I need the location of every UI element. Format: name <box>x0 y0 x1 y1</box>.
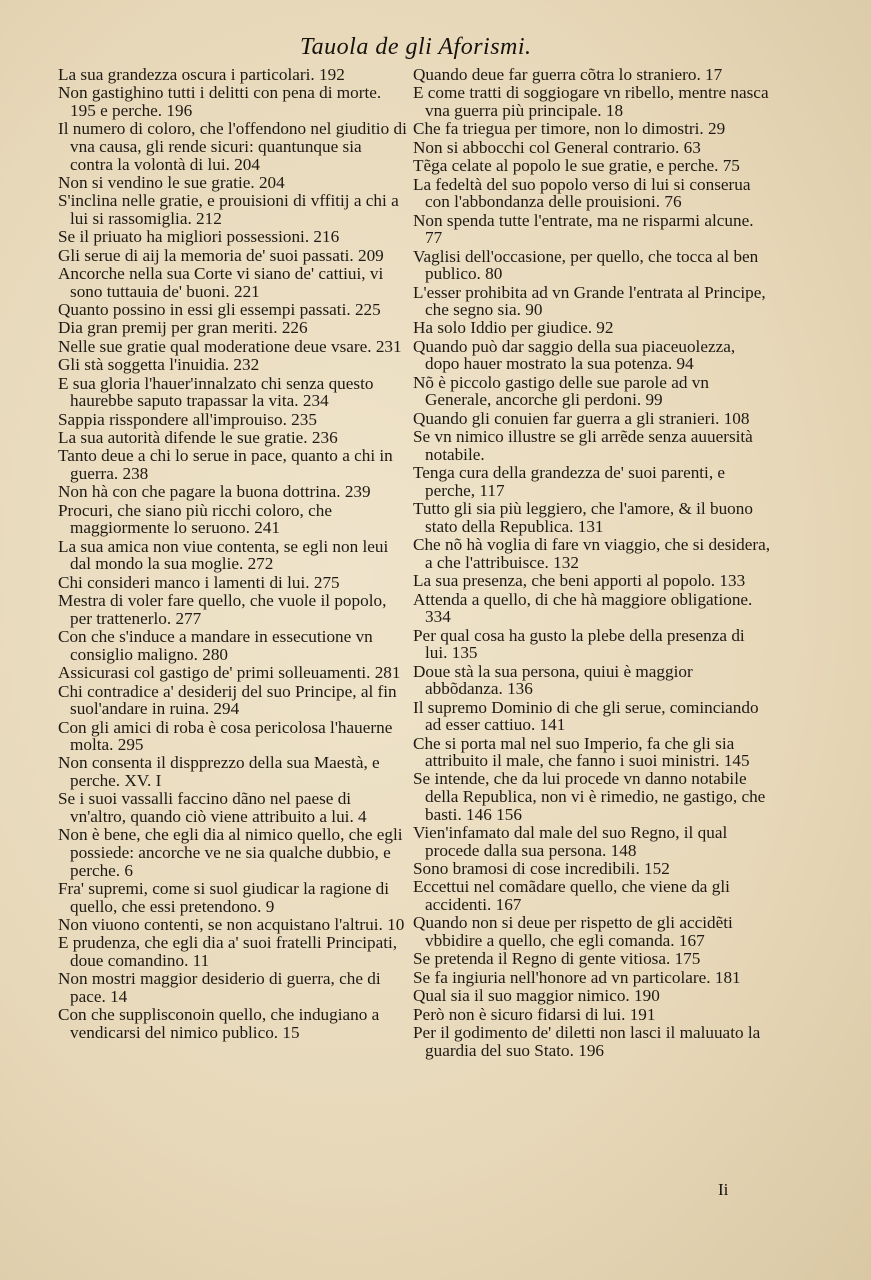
index-entry: Se pretenda il Regno di gente vitiosa. 175 <box>413 949 701 969</box>
index-entry: Per qual cosa ha gusto la plebe della presenza di lui. 135 <box>413 625 745 663</box>
index-entry: Nelle sue gratie qual moderatione deue vsare. 231 <box>58 336 402 356</box>
index-entry: E sua gloria l'hauer'innalzato chi senza questo haurebbe saputo trapassar la vita. 234 <box>58 373 374 411</box>
index-entry: Che fa triegua per timore, non lo dimostri. 29 <box>413 119 726 139</box>
index-entry: Tutto gli sia più leggiero, che l'amore, & il buono stato della Republica. 131 <box>413 499 753 536</box>
index-entry: Sono bramosi di cose incredibili. 152 <box>413 859 670 879</box>
index-entry: Se intende, che da lui procede vn danno notabile della Republica, non vi è rimedio, ne gastigo, che basti. 146 156 <box>413 769 766 824</box>
index-entry: Quando può dar saggio della sua piaceuolezza, dopo hauer mostrato la sua potenza. 94 <box>413 336 736 374</box>
index-entry: Non gastighino tutti i delitti con pena di morte. 195 e perche. 196 <box>58 83 382 120</box>
index-entry: Non è bene, che egli dia al nimico quello, che egli possiede: ancorche ve ne sia qualche dubbio, e perche. 6 <box>58 825 403 880</box>
index-entry: Se il priuato ha migliori possessioni. 216 <box>58 227 340 247</box>
index-entry: Quando deue far guerra cõtra lo straniero. 17 <box>413 65 723 84</box>
index-entry: Ancorche nella sua Corte vi siano de' cattiui, vi sono tuttauia de' buoni. 221 <box>58 264 384 301</box>
index-entry: Procuri, che siano più ricchi coloro, che maggiormente lo seruono. 241 <box>58 500 332 538</box>
index-entry: La sua presenza, che beni apporti al popolo. 133 <box>413 571 746 591</box>
index-entry: Non si abbocchi col General contrario. 63 <box>413 137 701 157</box>
index-entry: Gli stà soggetta l'inuidia. 232 <box>58 355 260 375</box>
index-entry: Però non è sicuro fidarsi di lui. 191 <box>413 1004 656 1024</box>
index-entry: L'esser prohibita ad vn Grande l'entrata al Principe, che segno sia. 90 <box>413 282 766 320</box>
index-entry: Se vn nimico illustre se gli arrẽde senza auuersità notabile. <box>413 427 753 464</box>
index-entry: Chi contradice a' desiderij del suo Principe, al fin suol'andare in ruina. 294 <box>58 681 397 719</box>
index-entry: Non si vendino le sue gratie. 204 <box>58 172 285 192</box>
index-entry: Per il godimento de' diletti non lasci il maluuato la guardia del suo Stato. 196 <box>413 1022 761 1060</box>
index-entry: E prudenza, che egli dia a' suoi fratelli Principati, doue comandino. 11 <box>58 933 398 970</box>
index-entry: Tenga cura della grandezza de' suoi parenti, e perche, 117 <box>413 463 726 500</box>
index-entry: S'inclina nelle gratie, e prouisioni di vffitij a chi a lui si rassomiglia. 212 <box>58 191 399 228</box>
index-entry: Non consenta il dispprezzo della sua Maestà, e perche. XV. I <box>58 753 380 791</box>
index-entry: Il numero di coloro, che l'offendono nel giuditio di vna causa, gli rende sicuri: quantunque sia contra la volontà di lui. 204 <box>58 119 407 174</box>
index-entry: Tẽga celate al popolo le sue gratie, e perche. 75 <box>413 156 740 176</box>
index-entry: Vaglisi dell'occasione, per quello, che tocca al ben publico. 80 <box>413 246 759 284</box>
index-entry: Non mostri maggior desiderio di guerra, che di pace. 14 <box>58 969 381 1006</box>
index-entry: Non spenda tutte l'entrate, ma ne risparmi alcune. 77 <box>413 210 754 248</box>
index-entry: Doue stà la sua persona, quiui è maggior abbõdanza. 136 <box>413 661 693 699</box>
index-entry: Qual sia il suo maggior nimico. 190 <box>413 986 660 1006</box>
index-entry: Tanto deue a chi lo serue in pace, quanto a chi in guerra. 238 <box>58 446 393 484</box>
index-entry: La sua amica non viue contenta, se egli non leui dal mondo la sua moglie. 272 <box>58 536 389 574</box>
index-entry: Nõ è piccolo gastigo delle sue parole ad vn Generale, ancorche gli perdoni. 99 <box>413 372 709 410</box>
right-column <box>413 66 771 1060</box>
index-entry: Non hà con che pagare la buona dottrina. 239 <box>58 482 371 502</box>
index-entry: E come tratti di soggiogare vn ribello, mentre nasca vna guerra più principale. 18 <box>413 83 769 120</box>
index-entry: Chi consideri manco i lamenti di lui. 275 <box>58 572 340 592</box>
index-entry: Gli serue di aij la memoria de' suoi passati. 209 <box>58 245 384 265</box>
index-entry: Assicurasi col gastigo de' primi solleuamenti. 281 <box>58 663 401 683</box>
signature-mark: Ii <box>718 1180 729 1199</box>
index-entry: Quando gli conuien far guerra a gli stranieri. 108 <box>413 408 750 428</box>
index-entry: Se i suoi vassalli faccino dãno nel paese di vn'altro, quando ciò viene attribuito a lui. 4 <box>58 789 367 827</box>
index-entry: Eccettui nel comãdare quello, che viene da gli accidenti. 167 <box>413 877 730 915</box>
index-entry: Non viuono contenti, se non acquistano l'altrui. 10 <box>58 915 405 935</box>
index-entry: Quanto possino in essi gli essempi passati. 225 <box>58 300 381 320</box>
page-header-title: Tauola de gli Aforismi. <box>300 34 532 60</box>
index-entry: Sappia risspondere all'improuiso. 235 <box>58 409 317 429</box>
index-entry: La fedeltà del suo popolo verso di lui si conserua con l'abbondanza delle prouisioni. 76 <box>413 174 751 212</box>
index-entry: Mestra di voler fare quello, che vuole il popolo, per trattenerlo. 277 <box>58 591 387 628</box>
index-entry: Con che supplisconoin quello, che indugiano a vendicarsi del nimico publico. 15 <box>58 1005 380 1042</box>
index-entry: Se fa ingiuria nell'honore ad vn particolare. 181 <box>413 967 741 987</box>
index-entry: Attenda a quello, di che hà maggiore obligatione. 334 <box>413 589 753 627</box>
index-entry: Con che s'induce a mandare in essecutione vn consiglio maligno. 280 <box>58 627 373 664</box>
index-entry: Fra' supremi, come si suol giudicar la ragione di quello, che essi pretendono. 9 <box>58 879 390 916</box>
left-column <box>58 66 408 1042</box>
index-entry: Con gli amici di roba è cosa pericolosa l'hauerne molta. 295 <box>58 717 393 755</box>
index-entry: La sua autorità difende le sue gratie. 236 <box>58 428 338 448</box>
index-entry: Che si porta mal nel suo Imperio, fa che gli sia attribuito il male, che fanno i suoi ministri. 145 <box>413 733 750 771</box>
index-entry: Quando non si deue per rispetto de gli accidẽti vbbidire a quello, che egli comanda. 167 <box>413 913 733 951</box>
index-entry: Dia gran premij per gran meriti. 226 <box>58 318 308 338</box>
index-entry: Vien'infamato dal male del suo Regno, il qual procede dalla sua persona. 148 <box>413 823 728 860</box>
index-entry: Che nõ hà voglia di fare vn viaggio, che si desidera, a che l'attribuisce. 132 <box>413 535 771 572</box>
index-entry: Ha solo Iddio per giudice. 92 <box>413 318 614 338</box>
index-entry: La sua grandezza oscura i particolari. 192 <box>58 65 345 84</box>
index-entry: Il supremo Dominio di che gli serue, cominciando ad esser cattiuo. 141 <box>413 697 759 735</box>
